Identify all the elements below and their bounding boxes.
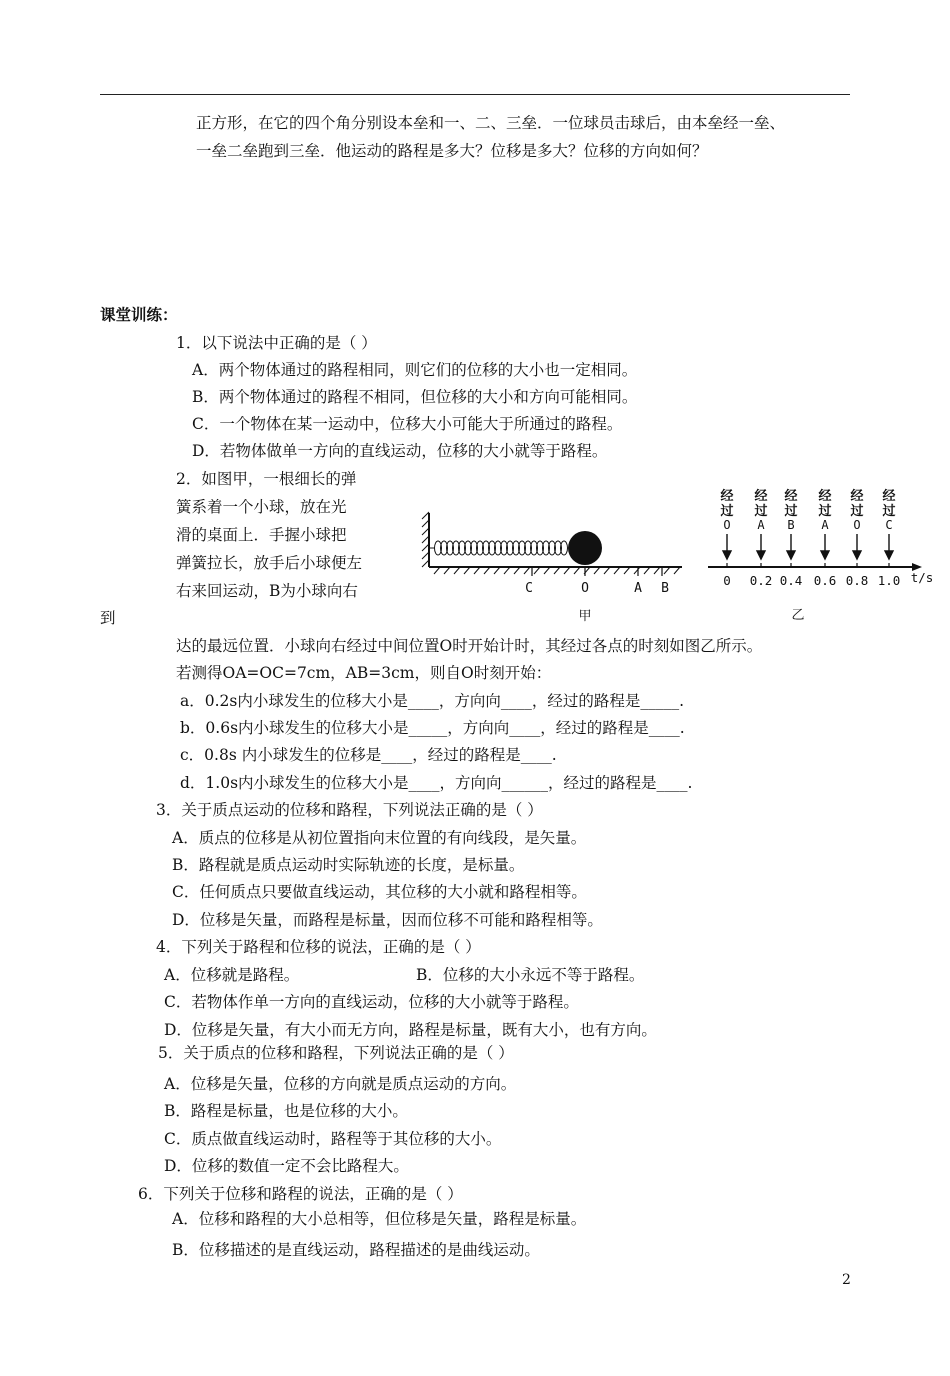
event-1-char-1: 经: [720, 489, 734, 504]
event-3-char-1: 经: [784, 489, 798, 504]
q5-option-c: C．质点做直线运动时，路程等于其位移的大小。: [164, 1130, 502, 1148]
q1-option-c: C．一个物体在某一运动中，位移大小可能大于所通过的路程。: [192, 415, 623, 433]
spring-coils: [429, 541, 568, 555]
event-1-char-2: 过: [720, 504, 734, 519]
event-6-char-2: 过: [882, 504, 896, 519]
tick-label-5: 1.0: [877, 573, 901, 588]
table-hatch: [434, 567, 680, 574]
point-label-b: B: [661, 581, 669, 596]
point-label-o: O: [581, 581, 589, 596]
section-title: 课堂训练：: [100, 306, 178, 324]
q3-option-a: A．质点的位移是从初位置指向末位置的有向线段，是矢量。: [172, 829, 587, 847]
q6-option-a: A．位移和路程的大小总相等，但位移是矢量，路程是标量。: [172, 1210, 587, 1228]
tick-label-4: 0.8: [845, 573, 869, 588]
q3-option-b: B．路程就是质点运动时实际轨迹的长度，是标量。: [172, 856, 525, 874]
event-5-char-2: 过: [850, 504, 864, 519]
q4-stem: 4．下列关于路程和位移的说法，正确的是（ ）: [156, 938, 481, 956]
q4-option-d: D．位移是矢量，有大小而无方向，路程是标量，既有大小，也有方向。: [164, 1021, 657, 1039]
figure-yi-timeline: [700, 485, 940, 625]
q2-line-3: 滑的桌面上．手握小球把: [176, 526, 347, 544]
header-rule: [100, 94, 850, 95]
q3-option-d: D．位移是矢量，而路程是标量，因而位移不可能和路程相等。: [172, 911, 603, 929]
q3-stem: 3．关于质点运动的位移和路程，下列说法正确的是（ ）: [156, 801, 543, 819]
q5-option-a: A．位移是矢量，位移的方向就是质点运动的方向。: [164, 1075, 517, 1093]
q1-option-a: A．两个物体通过的路程相同，则它们的位移的大小也一定相同。: [192, 361, 638, 379]
tick-label-1: 0.2: [749, 573, 773, 588]
ball: [568, 531, 602, 565]
event-4-char-1: 经: [818, 489, 832, 504]
q2-sub-b: b．0.6s内小球发生的位移大小是_____，方向向____，经过的路程是____.: [180, 719, 685, 737]
event-2-char-3: A: [757, 518, 765, 532]
event-3-char-2: 过: [784, 504, 798, 519]
q2-line-5: 右来回运动，B为小球向右: [176, 582, 358, 600]
q4-option-c: C．若物体作单一方向的直线运动，位移的大小就等于路程。: [164, 993, 579, 1011]
q6-option-b: B．位移描述的是直线运动，路程描述的是曲线运动。: [172, 1241, 540, 1259]
event-6-char-3: C: [885, 518, 893, 532]
caption-jia: 甲: [578, 609, 592, 624]
tick-label-0: 0: [723, 573, 731, 588]
q6-stem: 6．下列关于位移和路程的说法，正确的是（ ）: [138, 1185, 463, 1203]
q1-stem: 1．以下说法中正确的是（ ）: [176, 334, 377, 352]
page-number: 2: [842, 1272, 851, 1288]
q5-stem: 5．关于质点的位移和路程，下列说法正确的是（ ）: [158, 1044, 514, 1062]
tick-label-3: 0.6: [813, 573, 837, 588]
q4-option-b: B．位移的大小永远不等于路程。: [416, 966, 645, 984]
point-label-a: A: [634, 581, 642, 596]
q2-sub-c: c．0.8s 内小球发生的位移是____，经过的路程是____.: [180, 746, 557, 764]
q1-option-b: B．两个物体通过的路程不相同，但位移的大小和方向可能相同。: [192, 388, 638, 406]
wall-hatch: [422, 512, 429, 567]
event-2-char-1: 经: [754, 489, 768, 504]
event-2-char-2: 过: [754, 504, 768, 519]
caption-yi: 乙: [791, 608, 805, 623]
event-4-char-3: A: [821, 518, 829, 532]
q2-line-1: 2．如图甲，一根细长的弹: [176, 470, 357, 488]
event-5-char-1: 经: [850, 489, 864, 504]
q2-sub-d: d．1.0s内小球发生的位移大小是____，方向向______，经过的路程是____.: [180, 774, 693, 792]
q3-option-c: C．任何质点只要做直线运动，其位移的大小就和路程相等。: [172, 883, 587, 901]
event-1-char-3: O: [723, 518, 731, 532]
tick-label-2: 0.4: [779, 573, 803, 588]
intro-line-2: 一垒二垒跑到三垒．他运动的路程是多大？位移是多大？位移的方向如何？: [196, 142, 708, 160]
event-5-char-3: O: [853, 518, 861, 532]
position-ticks: [532, 567, 662, 576]
q1-option-d: D．若物体做单一方向的直线运动，位移的大小就等于路程。: [192, 442, 608, 460]
figure-jia-spring: [420, 505, 690, 625]
q2-sub-a: a．0.2s内小球发生的位移大小是____，方向向____，经过的路程是_____.: [180, 692, 685, 710]
q2-line-2: 簧系着一个小球，放在光: [176, 498, 347, 516]
intro-line-1: 正方形，在它的四个角分别设本垒和一、二、三垒．一位球员击球后，由本垒经一垒、: [196, 114, 786, 132]
event-4-char-2: 过: [818, 504, 832, 519]
q2-cont-2: 若测得OA=OC=7cm，AB=3cm，则自O时刻开始：: [176, 664, 552, 682]
axis-label: t/s: [910, 570, 934, 585]
event-3-char-3: B: [787, 518, 795, 532]
q4-option-a: A．位移就是路程。: [164, 966, 300, 984]
event-6-char-1: 经: [882, 489, 896, 504]
event-arrows: [723, 534, 893, 559]
point-label-c: C: [525, 581, 533, 596]
q2-line-4: 弹簧拉长，放手后小球便左: [176, 554, 363, 572]
q5-option-b: B．路程是标量，也是位移的大小。: [164, 1102, 408, 1120]
q5-option-d: D．位移的数值一定不会比路程大。: [164, 1157, 409, 1175]
q2-dao: 到: [100, 609, 116, 627]
q2-cont-1: 达的最远位置．小球向右经过中间位置O时开始计时，其经过各点的时刻如图乙所示。: [176, 637, 763, 655]
